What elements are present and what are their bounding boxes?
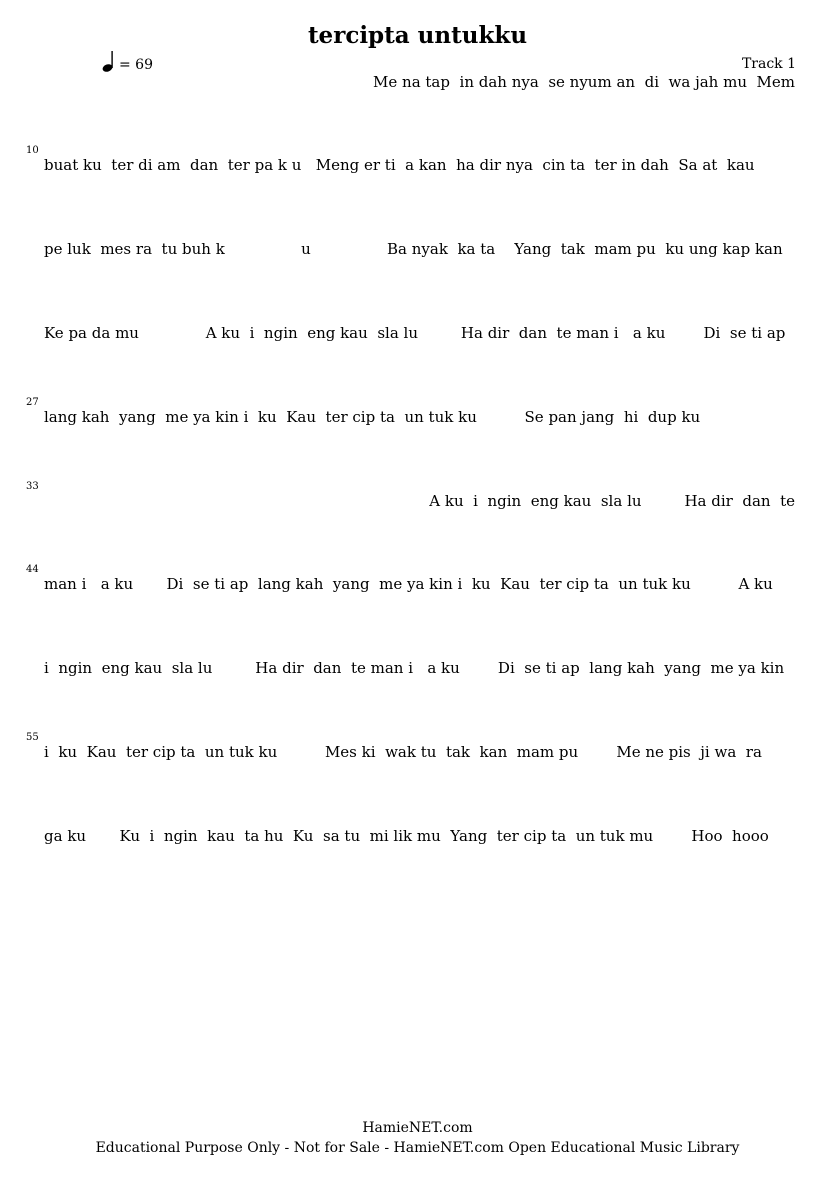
measure-number: 33 <box>26 481 39 492</box>
lyric-system <box>0 72 835 92</box>
measure-number: 10 <box>26 145 39 156</box>
tempo-value: = 69 <box>119 57 153 73</box>
lyric-system <box>0 397 835 427</box>
lyric-system <box>0 239 835 259</box>
lyric-line: ga ku Ku i ngin kau ta hu Ku sa tu mi lik mu Yang ter cip ta un tuk mu Hoo hooo <box>44 827 769 845</box>
lyric-line: Ke pa da mu A ku i ngin eng kau sla lu Ha dir dan te man i a ku Di se ti ap <box>44 324 786 342</box>
measure-number: 27 <box>26 397 39 408</box>
lyric-line: buat ku ter di am dan ter pa k u Meng er ti a kan ha dir nya cin ta ter in dah Sa at kau <box>44 156 755 174</box>
lyric-line: i ngin eng kau sla lu Ha dir dan te man i a ku Di se ti ap lang kah yang me ya kin <box>44 659 785 677</box>
quarter-note-icon <box>102 50 116 72</box>
footer-notice: Educational Purpose Only - Not for Sale - HamieNET.com Open Educational Music Library <box>95 1140 740 1156</box>
lyric-line: A ku i ngin eng kau sla lu Ha dir dan te <box>429 492 795 510</box>
score-title: tercipta untukku <box>307 22 528 49</box>
measure-number: 44 <box>26 564 39 575</box>
lyric-system <box>0 323 835 343</box>
lyric-system <box>0 481 835 511</box>
lyric-line: Me na tap in dah nya se nyum an di wa jah mu Mem <box>373 73 795 91</box>
lyric-line: man i a ku Di se ti ap lang kah yang me ya kin i ku Kau ter cip ta un tuk ku A ku <box>44 575 773 593</box>
instrument-name: Track 1 <box>741 56 796 72</box>
lyric-system <box>0 658 835 678</box>
tempo-marking <box>102 50 153 72</box>
lyric-system <box>0 145 835 175</box>
lyric-line: i ku Kau ter cip ta un tuk ku Mes ki wak tu tak kan mam pu Me ne pis ji wa ra <box>44 743 762 761</box>
lyric-line: pe luk mes ra tu buh k u Ba nyak ka ta Yang tak mam pu ku ung kap kan <box>44 240 783 258</box>
lyric-line: lang kah yang me ya kin i ku Kau ter cip ta un tuk ku Se pan jang hi dup ku <box>44 408 701 426</box>
footer-site: HamieNET.com <box>362 1120 473 1136</box>
lyric-system <box>0 732 835 762</box>
lyric-system <box>0 564 835 594</box>
lyric-system <box>0 826 835 846</box>
measure-number: 55 <box>26 732 39 743</box>
